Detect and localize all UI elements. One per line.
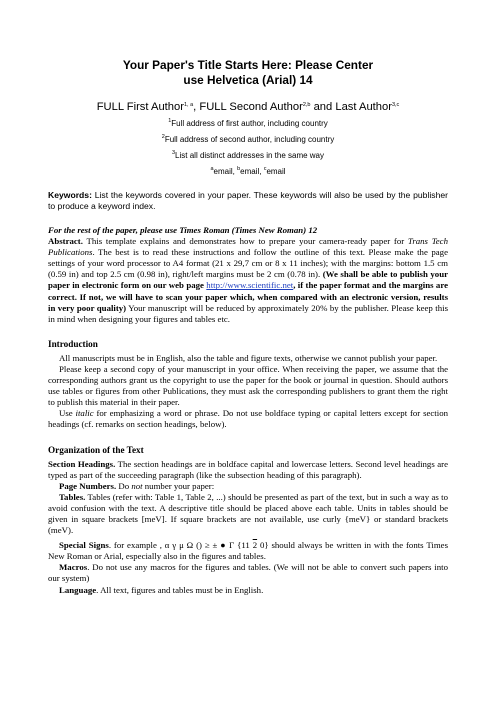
intro-p3-text-a: Use [59, 408, 76, 419]
email-b: email, [240, 167, 264, 176]
paper-title [48, 58, 448, 87]
abstract-paragraph [48, 236, 448, 325]
intro-paragraph-2: Please keep a second copy of your manuscript in your office. When receiving the paper, we assume that the corresponding authors grant us the copyright to use the paper for the book or journal in question. Should authors use tables or figures from other Publications, they must ask the corresponding publishers to grant them the right to publish this material in their paper. [48, 363, 448, 408]
title-line-2: use Helvetica (Arial) 14 [183, 72, 313, 87]
keywords-paragraph [48, 190, 448, 212]
language-label: Language [59, 584, 97, 595]
intro-p3-text-b: for emphasizing a word or phrase. Do not use boldface typing or capital letters except for section headings (cf. remarks on section headings, below). [48, 408, 448, 430]
email-c-sup: c [263, 166, 267, 172]
emails [48, 166, 448, 177]
affiliation-1-text: Full address of first author, including country [171, 119, 328, 128]
macros-label: Macros [59, 562, 88, 573]
author-2: , FULL Second Author [193, 101, 303, 113]
special-signs-overline: 2 [252, 540, 258, 551]
section-headings-paragraph [48, 459, 448, 481]
affiliation-2-text: Full address of second author, including country [164, 135, 335, 144]
abstract-publisher: Trans Tech Publications [48, 236, 448, 258]
email-c: email [266, 167, 286, 176]
page-numbers-label: Page Numbers. [59, 480, 117, 491]
abstract-bold-1: (We shall be able to publish your paper in electronic form on our web page [48, 269, 448, 291]
affiliation-1 [48, 118, 448, 129]
introduction-heading: Introduction [48, 338, 98, 349]
email-b-sup: b [237, 166, 241, 172]
section-headings-text: The section headings are in boldface capital and lowercase letters. Second level headings are typed as part of the succeeding paragraph (like the subsection heading of this paragraph). [48, 458, 448, 480]
special-signs-text-b: 0} should always be written in with the fonts Times New Roman or Arial, especially also in the figures and tables. [48, 540, 448, 562]
author-3: and Last Author [310, 101, 392, 113]
section-headings-label: Section Headings. [48, 458, 116, 469]
page-numbers-text-a: Do [116, 480, 132, 491]
special-signs-text-a: . for example , α γ μ Ω () ≥ ± ● Γ {11 [108, 540, 253, 551]
macros-text: . Do not use any macros for the figures and tables. (We will not be able to convert such papers into our system) [48, 562, 448, 584]
author-3-sup: 3,c [391, 102, 400, 108]
affiliation-3 [48, 150, 448, 161]
title-line-1: Your Paper's Title Starts Here: Please Center [122, 58, 374, 72]
author-1-sup: 1, a [183, 102, 194, 108]
intro-paragraph-3 [48, 408, 448, 430]
affiliation-2-sup: 2 [161, 134, 165, 140]
organization-heading: Organization of the Text [48, 444, 144, 455]
affiliation-3-text: List all distinct addresses in the same way [175, 151, 325, 160]
font-instruction: For the rest of the paper, please use Times Roman (Times New Roman) 12 [48, 225, 318, 235]
page-numbers-text-b: number your paper: [142, 480, 215, 491]
page-numbers-paragraph [48, 481, 448, 492]
affiliation-2 [48, 134, 448, 145]
tables-paragraph [48, 492, 448, 536]
scientific-net-link[interactable]: http://www.scientific.net [206, 280, 294, 291]
page-numbers-italic: not [131, 480, 143, 491]
keywords-text: List the keywords covered in your paper. These keywords will also be used by the publisher to produce a keyword index. [48, 190, 448, 211]
affiliation-1-sup: 1 [168, 118, 172, 124]
author-list [48, 100, 448, 114]
special-signs-label: Special Signs [59, 540, 109, 551]
abstract-text-2: . The best is to read these instructions and follow the outline of this text. Please make the page settings of your word processor to A4 format (21 x 29,7 cm or 8 x 11 inches); with the margins: bottom 1.5 cm (0.59 in) and top 2.5 cm (0.98 in), right/left margins must be 2 cm (0.78 in). [48, 247, 448, 280]
tables-text: Tables (refer with: Table 1, Table 2, ...) should be presented as part of the text, but in such a way as to avoid confusion with the text. A descriptive title should be placed above each table. Units in tables should be given in square brackets [meV]. If square brackets are not available, use curly {meV} or standard brackets (meV). [48, 491, 448, 536]
abstract-text-3: Your manuscript will be reduced by approximately 20% by the publisher. Please keep this in mind when designing your figures and tables etc. [48, 302, 448, 324]
abstract-text-1: This template explains and demonstrates how to prepare your camera-ready paper for [82, 236, 408, 247]
abstract-label: Abstract. [48, 236, 83, 247]
language-text: . All text, figures and tables must be in English. [96, 584, 264, 595]
email-a-sup: a [210, 166, 214, 172]
macros-paragraph [48, 562, 448, 584]
keywords-label: Keywords: [48, 190, 92, 200]
intro-p3-italic: italic [75, 408, 94, 419]
intro-paragraph-1: All manuscripts must be in English, also the table and figure texts, otherwise we cannot publish your paper. [59, 352, 438, 363]
special-signs-paragraph [48, 540, 448, 562]
affiliations [48, 118, 448, 177]
abstract-bold-2: , if the paper format and the margins are correct. If not, we will have to scan your paper which, when compared with an electronic version, results in very poor quality) [48, 280, 448, 313]
tables-label: Tables. [59, 491, 86, 502]
author-1: FULL First Author [96, 101, 184, 113]
email-a: email, [213, 167, 238, 176]
author-2-sup: 2,b [302, 102, 311, 108]
language-paragraph [48, 585, 448, 596]
affiliation-3-sup: 3 [171, 150, 176, 156]
